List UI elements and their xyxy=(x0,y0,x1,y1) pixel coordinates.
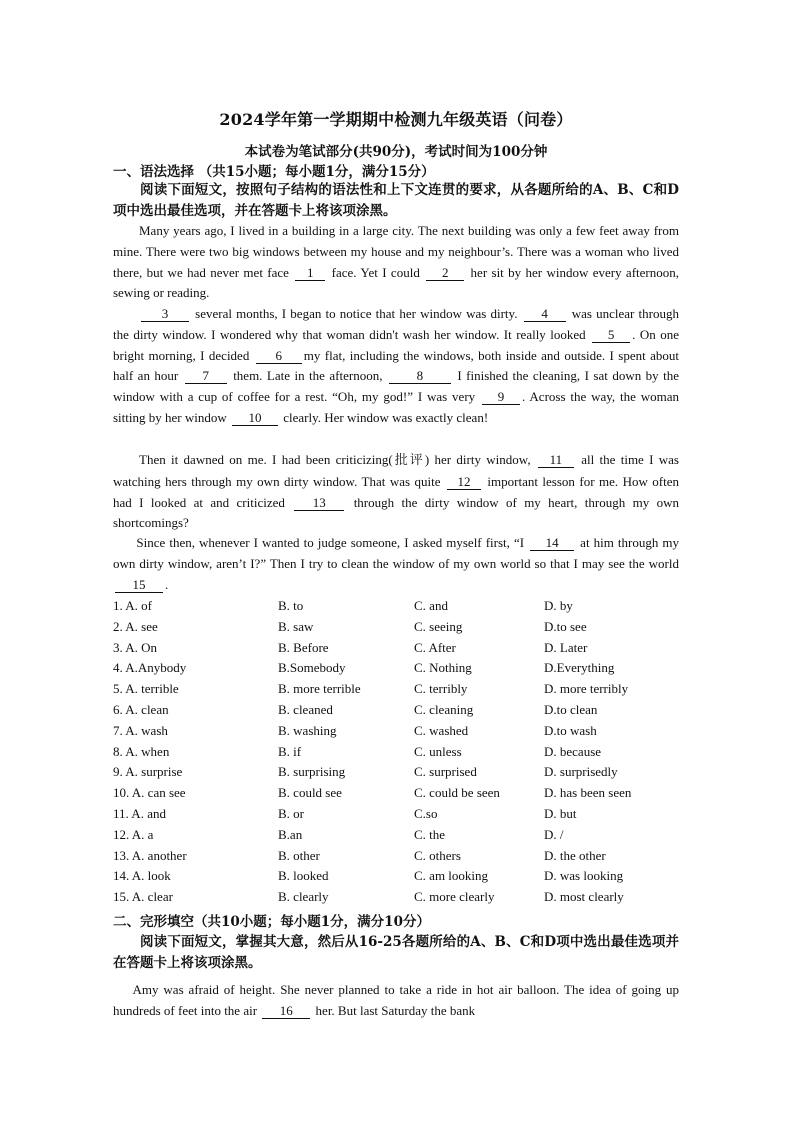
blank-16: 16 xyxy=(262,1003,310,1019)
section1-heading: 一、语法选择 （共15小题；每小题1分，满分15分） xyxy=(113,164,435,180)
option-d: D. has been seen xyxy=(544,785,632,801)
option-c: C. Nothing xyxy=(414,660,472,676)
option-d: D.to see xyxy=(544,618,587,634)
options-grid xyxy=(113,596,679,908)
blank-15: 15 xyxy=(115,577,163,593)
option-d: D.to clean xyxy=(544,701,598,717)
passage1-paragraph-1: Many years ago, I lived in a building in a large city. The next building was only a few feet away from mine. There were two big windows between my house and my neighbour’s. There was a woman who lived there, but we had never met face 1 face. Yet I could 2 her sit by her window every afternoon, sewing or reading. xyxy=(113,223,679,301)
option-d: D. most clearly xyxy=(544,889,624,905)
option-c: C. am looking xyxy=(414,868,489,884)
option-c: C. could be seen xyxy=(414,785,500,801)
option-d: D. surprisedly xyxy=(544,764,618,780)
option-row xyxy=(113,762,679,783)
option-row xyxy=(113,804,679,825)
option-c: C. and xyxy=(414,598,448,613)
option-b: B. surprising xyxy=(278,764,346,780)
option-row xyxy=(113,700,679,721)
blank-5: 5 xyxy=(592,327,630,343)
passage1-paragraph-4: Since then, whenever I wanted to judge someone, I asked myself first, “I 14 at him through my own dirty window, aren’t I?” Then I try to clean the window of my own world so that I may see the world 15 . xyxy=(113,535,680,592)
blank-7: 7 xyxy=(185,368,227,384)
passage1-paragraph-2: 3 several months, I began to notice that her window was dirty. 4 was unclear through the dirty window. I wondered why that woman didn't wash her window. It really looked 5 . On one bright morning, I decided 6 my flat, including the windows, both inside and outside. I spent about half an hour 7 them. Late in the afternoon, 8 I finished the cleaning, I sat down by the window with a cup of coffee for a rest. “Oh, my god!” I was very 9 . Across the way, the woman sitting by her window 10 clearly. Her window was exactly clean! xyxy=(113,306,680,425)
option-c: C.so xyxy=(414,805,438,821)
page-title: 2024学年第一学期期中检测九年级英语（问卷） xyxy=(219,110,573,129)
option-stem-a: 2. A. see xyxy=(113,618,158,634)
option-stem-a: 13. A. another xyxy=(113,847,187,863)
option-c: C. terribly xyxy=(414,681,468,697)
option-stem-a: 15. A. clear xyxy=(113,889,173,905)
option-b: B. could see xyxy=(278,785,342,801)
option-stem-a: 3. A. On xyxy=(113,639,158,655)
option-c: C. unless xyxy=(414,743,462,759)
option-d: D. more terribly xyxy=(544,681,629,697)
option-row xyxy=(113,742,679,763)
option-b: B. to xyxy=(278,598,304,613)
option-b: B. cleaned xyxy=(278,701,333,717)
option-row xyxy=(113,721,679,742)
option-c: C. cleaning xyxy=(414,701,474,717)
option-d: D. was looking xyxy=(544,868,624,884)
note-criticize: 批评 xyxy=(392,453,425,468)
option-d: D. by xyxy=(544,598,573,613)
option-b: B. Before xyxy=(278,639,329,655)
blank-8: 8 xyxy=(389,368,451,384)
option-stem-a: 7. A. wash xyxy=(113,722,168,738)
option-c: C. others xyxy=(414,847,461,863)
option-row xyxy=(113,887,679,908)
option-b: B. looked xyxy=(278,868,329,884)
blank-1: 1 xyxy=(295,265,325,281)
passage1-paragraph-3: Then it dawned on me. I had been criticizing(批评) her dirty window, 11 all the time I was watching hers through my own dirty window. That was quite 12 important lesson for me. How often had I looked at and criticized 13 through the dirty window of my heart, through my own shortcomings? xyxy=(113,452,680,531)
option-stem-a: 1. A. of xyxy=(113,598,152,613)
option-stem-a: 10. A. can see xyxy=(113,785,186,801)
option-c: C. surprised xyxy=(414,764,477,780)
option-row xyxy=(113,658,679,679)
option-d: D. but xyxy=(544,805,577,821)
option-b: B. or xyxy=(278,805,304,821)
blank-3: 3 xyxy=(141,306,189,322)
option-b: B. clearly xyxy=(278,889,329,905)
blank-9: 9 xyxy=(482,389,520,405)
option-c: C. After xyxy=(414,639,456,655)
blank-12: 12 xyxy=(447,474,481,490)
option-d: D.Everything xyxy=(544,660,615,676)
blank-14: 14 xyxy=(530,535,574,551)
option-b: B. saw xyxy=(278,618,314,634)
option-b: B. if xyxy=(278,743,302,759)
option-c: C. washed xyxy=(414,722,469,738)
option-stem-a: 8. A. when xyxy=(113,743,170,759)
blank-6: 6 xyxy=(256,348,302,364)
blank-2: 2 xyxy=(426,265,464,281)
blank-13: 13 xyxy=(294,495,344,511)
option-d: D.to wash xyxy=(544,722,597,738)
option-stem-a: 14. A. look xyxy=(113,868,171,884)
option-c: C. seeing xyxy=(414,618,463,634)
blank-10: 10 xyxy=(232,410,278,426)
option-b: B. more terrible xyxy=(278,681,361,697)
option-d: D. the other xyxy=(544,847,606,863)
section2-heading: 二、完形填空（共10小题；每小题1分，满分10分） xyxy=(113,914,430,930)
option-row xyxy=(113,783,679,804)
option-c: C. more clearly xyxy=(414,889,495,905)
option-b: B.an xyxy=(278,826,303,842)
option-c: C. the xyxy=(414,826,446,842)
passage2-paragraph-1: Amy was afraid of height. She never planned to take a ride in hot air balloon. The idea of going up hundreds of feet into the air 16 her. But last Saturday the bank xyxy=(113,982,679,1018)
option-row xyxy=(113,679,679,700)
option-d: D. / xyxy=(544,826,564,842)
option-stem-a: 5. A. terrible xyxy=(113,681,179,697)
page-subtitle: 本试卷为笔试部分(共90分)，考试时间为100分钟 xyxy=(244,144,548,160)
option-d: D. Later xyxy=(544,639,588,655)
option-b: B. washing xyxy=(278,722,337,738)
option-stem-a: 4. A.Anybody xyxy=(113,660,187,676)
option-row xyxy=(113,596,679,617)
option-row xyxy=(113,825,679,846)
option-d: D. because xyxy=(544,743,602,759)
option-stem-a: 6. A. clean xyxy=(113,701,169,717)
option-stem-a: 12. A. a xyxy=(113,826,154,842)
option-stem-a: 9. A. surprise xyxy=(113,764,183,780)
option-row xyxy=(113,846,679,867)
section2-instruction: 阅读下面短文，掌握其大意，然后从16-25各题所给的A、B、C和D项中选出最佳选项并在答题卡上将该项涂黑。 xyxy=(113,934,679,971)
option-stem-a: 11. A. and xyxy=(113,805,166,821)
blank-4: 4 xyxy=(524,306,566,322)
section1-instruction: 阅读下面短文，按照句子结构的语法性和上下文连贯的要求，从各题所给的A、B、C和D项中选出最佳选项，并在答题卡上将该项涂黑。 xyxy=(113,182,679,219)
option-row xyxy=(113,866,679,887)
option-b: B.Somebody xyxy=(278,660,346,676)
option-b: B. other xyxy=(278,847,320,863)
blank-11: 11 xyxy=(538,452,574,468)
option-row xyxy=(113,617,679,638)
option-row xyxy=(113,638,679,659)
